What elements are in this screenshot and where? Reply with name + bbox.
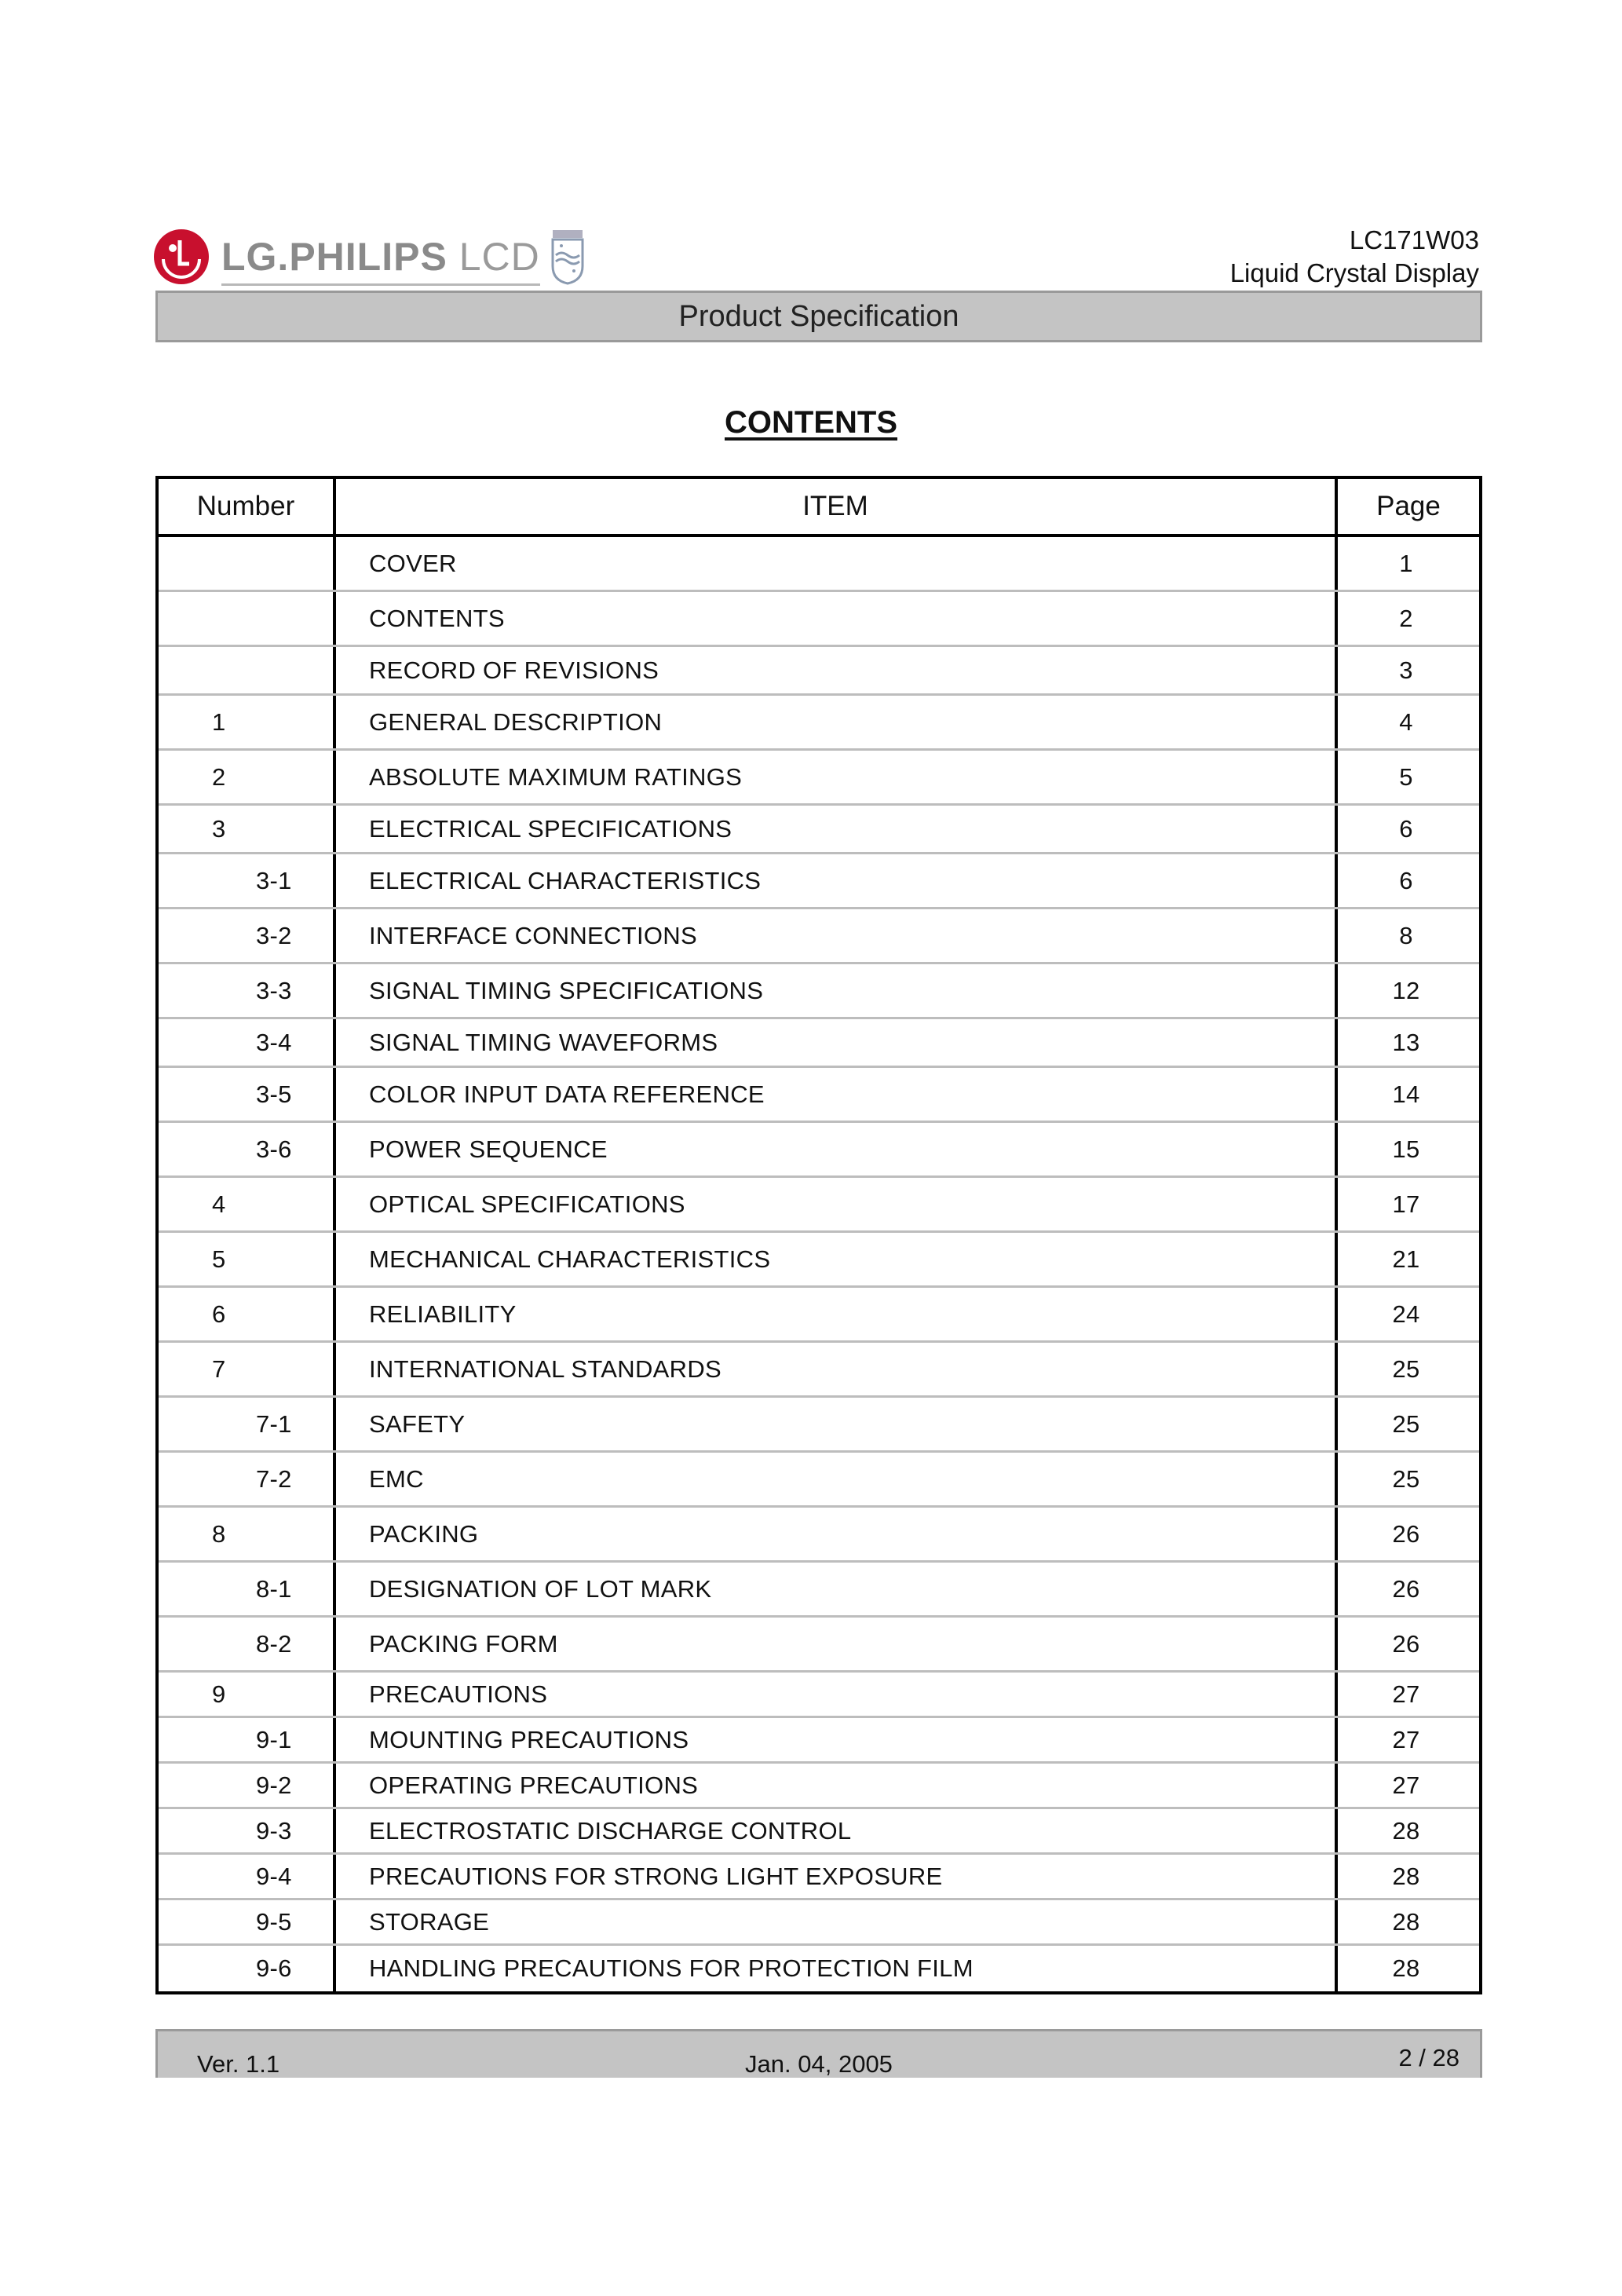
- page-footer: [155, 2029, 1482, 2078]
- table-row: [159, 854, 1479, 909]
- row-number: 3-6: [159, 1123, 336, 1175]
- row-page: 6: [1399, 866, 1413, 894]
- brand-name: [221, 235, 540, 279]
- row-number: 8-1: [159, 1563, 336, 1615]
- row-page: 2: [1399, 604, 1413, 632]
- row-number: [159, 647, 336, 693]
- row-number: [159, 592, 336, 645]
- row-item: PACKING FORM: [336, 1618, 1338, 1670]
- table-row: [159, 592, 1479, 647]
- row-number: 6: [159, 1288, 336, 1340]
- row-number: 3-3: [159, 964, 336, 1017]
- row-item: COVER: [336, 537, 1338, 590]
- row-item: ELECTRICAL SPECIFICATIONS: [336, 806, 1338, 852]
- row-item: DESIGNATION OF LOT MARK: [336, 1563, 1338, 1615]
- brand-main: LG.PHILIPS: [221, 235, 448, 279]
- table-row: [159, 1233, 1479, 1288]
- row-number: 9-4: [159, 1855, 336, 1898]
- row-number: 3-5: [159, 1068, 336, 1121]
- row-item: RELIABILITY: [336, 1288, 1338, 1340]
- row-item: CONTENTS: [336, 592, 1338, 645]
- table-row: [159, 751, 1479, 806]
- row-page: 17: [1392, 1190, 1420, 1218]
- header-number: Number: [159, 479, 336, 534]
- row-page: 28: [1392, 1816, 1420, 1844]
- table-row: [159, 1618, 1479, 1673]
- row-number: 9-6: [159, 1946, 336, 1991]
- table-row: [159, 909, 1479, 964]
- lg-face-icon: [154, 229, 209, 284]
- footer-date: Jan. 04, 2005: [745, 2050, 893, 2078]
- row-page: 26: [1392, 1574, 1420, 1603]
- table-row: [159, 1288, 1479, 1343]
- header-item: ITEM: [336, 479, 1338, 534]
- row-number: 2: [159, 751, 336, 803]
- footer-page-number: 2 / 28: [1398, 2044, 1459, 2071]
- row-page: 28: [1392, 1907, 1420, 1936]
- row-item: SIGNAL TIMING WAVEFORMS: [336, 1019, 1338, 1066]
- row-page: 26: [1392, 1519, 1420, 1548]
- row-number: 5: [159, 1233, 336, 1285]
- row-item: POWER SEQUENCE: [336, 1123, 1338, 1175]
- row-page: 4: [1399, 707, 1413, 736]
- company-logo: [154, 221, 586, 292]
- table-row: [159, 1718, 1479, 1764]
- table-row: [159, 1946, 1479, 1991]
- row-number: 7: [159, 1343, 336, 1395]
- row-page: 27: [1392, 1725, 1420, 1753]
- row-page: 28: [1392, 1954, 1420, 1982]
- row-item: OPERATING PRECAUTIONS: [336, 1764, 1338, 1807]
- table-row: [159, 1673, 1479, 1718]
- row-number: 4: [159, 1178, 336, 1230]
- row-item: COLOR INPUT DATA REFERENCE: [336, 1068, 1338, 1121]
- row-page: 24: [1392, 1300, 1420, 1328]
- table-row: [159, 964, 1479, 1019]
- row-item: HANDLING PRECAUTIONS FOR PROTECTION FILM: [336, 1946, 1338, 1991]
- row-item: OPTICAL SPECIFICATIONS: [336, 1178, 1338, 1230]
- row-page: 25: [1392, 1409, 1420, 1438]
- table-row: [159, 1343, 1479, 1398]
- table-row: [159, 1068, 1479, 1123]
- row-item: ELECTRICAL CHARACTERISTICS: [336, 854, 1338, 907]
- row-page: 25: [1392, 1355, 1420, 1383]
- row-page: 27: [1392, 1680, 1420, 1708]
- table-row: [159, 1855, 1479, 1900]
- row-page: 8: [1399, 921, 1413, 949]
- logo-underline: [221, 283, 540, 286]
- row-number: 7-2: [159, 1453, 336, 1505]
- row-number: 9-2: [159, 1764, 336, 1807]
- row-number: 8: [159, 1508, 336, 1560]
- product-type: Liquid Crystal Display: [1229, 258, 1479, 287]
- table-header: [159, 479, 1479, 537]
- philips-shield-icon: [550, 229, 586, 285]
- row-page: 26: [1392, 1629, 1420, 1658]
- footer-version: Ver. 1.1: [197, 2050, 280, 2078]
- row-page: 25: [1392, 1464, 1420, 1493]
- row-page: 27: [1392, 1771, 1420, 1799]
- page-title: CONTENTS: [725, 405, 897, 440]
- table-row: [159, 1809, 1479, 1855]
- doc-type-label: Product Specification: [678, 299, 959, 333]
- row-page: 1: [1399, 549, 1413, 577]
- row-page: 14: [1392, 1080, 1420, 1108]
- row-number: 3-2: [159, 909, 336, 962]
- row-item: STORAGE: [336, 1900, 1338, 1943]
- row-number: [159, 537, 336, 590]
- row-item: PRECAUTIONS FOR STRONG LIGHT EXPOSURE: [336, 1855, 1338, 1898]
- row-item: ELECTROSTATIC DISCHARGE CONTROL: [336, 1809, 1338, 1852]
- contents-table: [155, 476, 1482, 1994]
- row-number: 1: [159, 696, 336, 748]
- row-page: 13: [1392, 1028, 1420, 1056]
- header-page: Page: [1376, 491, 1441, 521]
- row-page: 6: [1399, 814, 1413, 843]
- row-page: 15: [1392, 1135, 1420, 1163]
- row-number: 3: [159, 806, 336, 852]
- row-number: 3-1: [159, 854, 336, 907]
- row-number: 9-3: [159, 1809, 336, 1852]
- table-row: [159, 1019, 1479, 1068]
- doc-type-banner: [155, 291, 1482, 342]
- row-item: PACKING: [336, 1508, 1338, 1560]
- row-item: SAFETY: [336, 1398, 1338, 1450]
- table-row: [159, 537, 1479, 592]
- model-code: LC171W03: [1349, 225, 1479, 254]
- table-row: [159, 647, 1479, 696]
- row-item: INTERFACE CONNECTIONS: [336, 909, 1338, 962]
- row-item: PRECAUTIONS: [336, 1673, 1338, 1716]
- row-page: 3: [1399, 656, 1413, 684]
- row-item: GENERAL DESCRIPTION: [336, 696, 1338, 748]
- row-item: EMC: [336, 1453, 1338, 1505]
- table-row: [159, 1178, 1479, 1233]
- brand-suffix: LCD: [458, 235, 540, 279]
- table-row: [159, 1563, 1479, 1618]
- row-page: 12: [1392, 976, 1420, 1004]
- row-page: 28: [1392, 1862, 1420, 1890]
- table-row: [159, 696, 1479, 751]
- row-item: RECORD OF REVISIONS: [336, 647, 1338, 693]
- row-number: 9-1: [159, 1718, 336, 1761]
- table-row: [159, 1453, 1479, 1508]
- row-page: 5: [1399, 762, 1413, 791]
- row-item: INTERNATIONAL STANDARDS: [336, 1343, 1338, 1395]
- row-item: SIGNAL TIMING SPECIFICATIONS: [336, 964, 1338, 1017]
- table-row: [159, 1764, 1479, 1809]
- table-row: [159, 1900, 1479, 1946]
- row-item: MECHANICAL CHARACTERISTICS: [336, 1233, 1338, 1285]
- row-item: MOUNTING PRECAUTIONS: [336, 1718, 1338, 1761]
- table-row: [159, 1123, 1479, 1178]
- table-row: [159, 806, 1479, 854]
- table-row: [159, 1398, 1479, 1453]
- row-page: 21: [1392, 1245, 1420, 1273]
- row-number: 7-1: [159, 1398, 336, 1450]
- row-item: ABSOLUTE MAXIMUM RATINGS: [336, 751, 1338, 803]
- row-number: 9: [159, 1673, 336, 1716]
- row-number: 9-5: [159, 1900, 336, 1943]
- row-number: 8-2: [159, 1618, 336, 1670]
- row-number: 3-4: [159, 1019, 336, 1066]
- table-row: [159, 1508, 1479, 1563]
